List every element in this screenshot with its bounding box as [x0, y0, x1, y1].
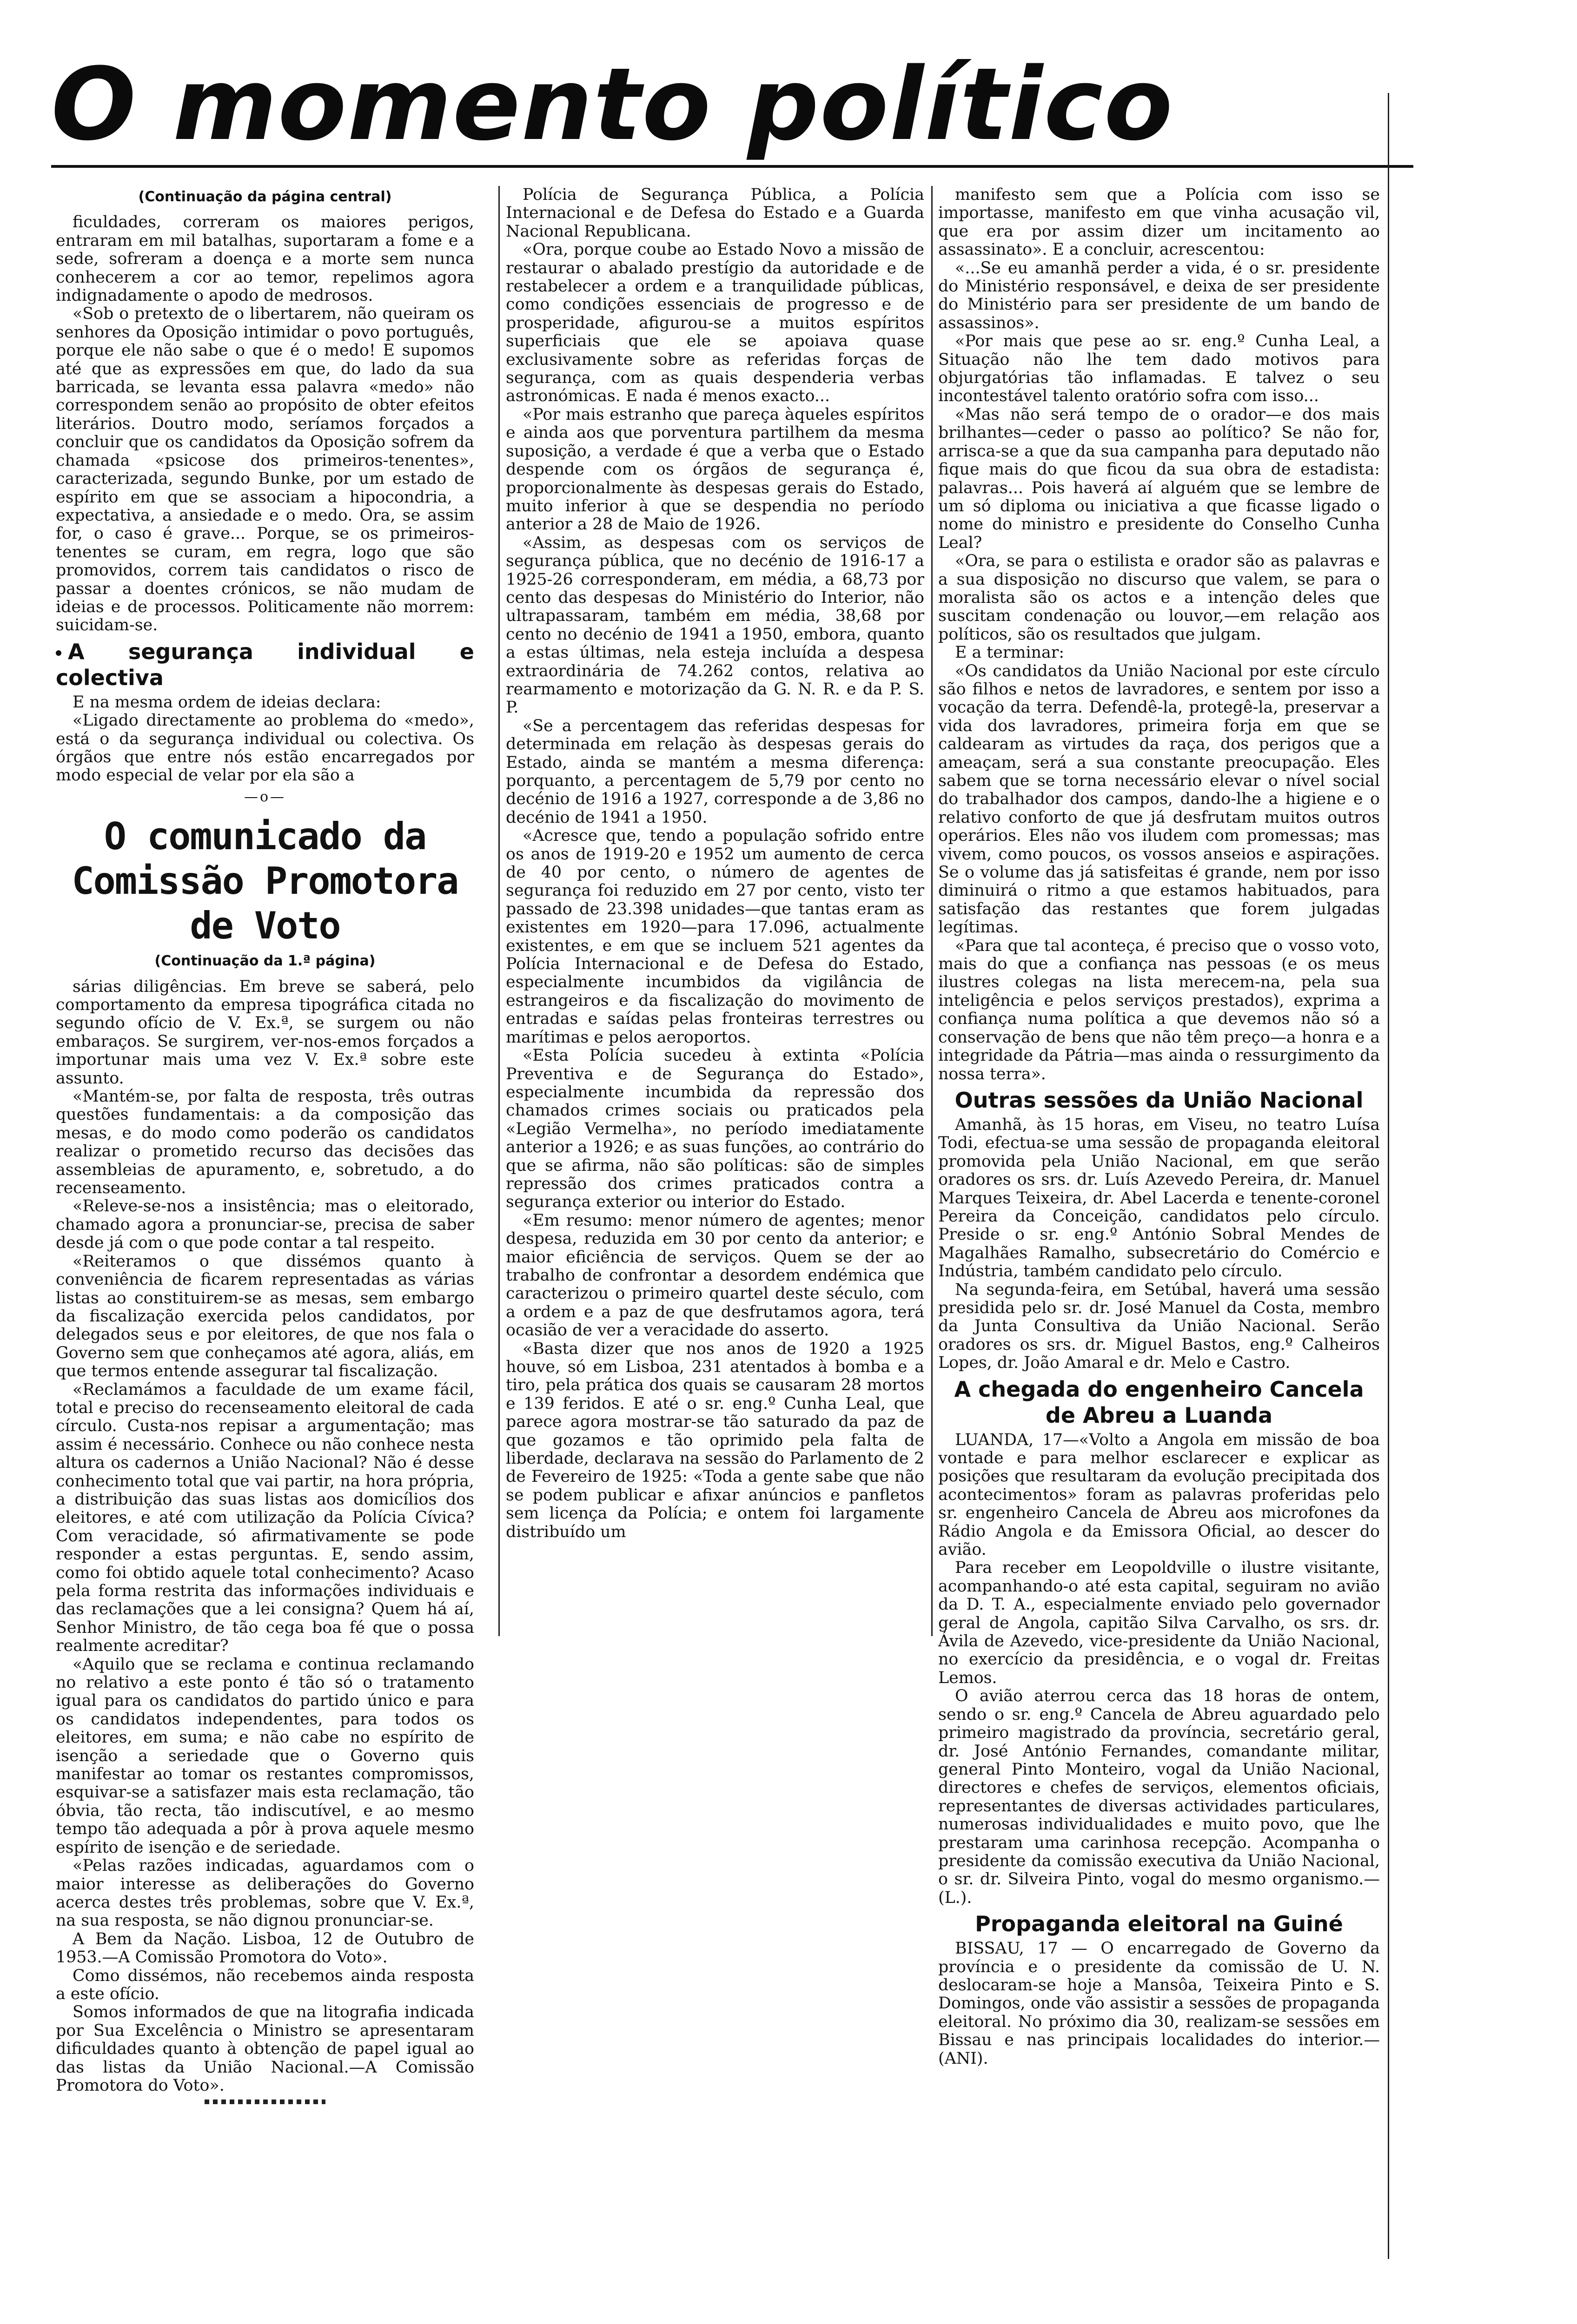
- column-1: [56, 186, 474, 2104]
- paragraph: «Ligado directamente ao problema do «medo», está o da segurança individual ou colectiva. Os órgãos que entre nós estão encarregados por modo especial de velar por ela são a: [56, 711, 474, 785]
- paragraph: «Mantém-se, por falta de resposta, três outras questões fundamentais: a da composição das mesas, e do modo como poderão os candidatos realizar o prometido recurso das decisões das assembleias de apuramento, e, sobretudo, a do recenseamento.: [56, 1087, 474, 1198]
- paragraph: E a terminar:: [955, 643, 1065, 662]
- paragraph: Na segunda-feira, em Setúbal, haverá uma sessão presidida pelo sr. dr. José Manuel da Costa, membro da Junta Consultiva da União Nacional. Serão oradores os srs. dr. Miguel Bastos, eng.º Calheiros Lopes, dr. João Amaral e dr. Melo e Castro.: [938, 1280, 1380, 1373]
- section-heading: A chegada do engenheiro Cancela de Abreu a Luanda: [954, 1376, 1364, 1428]
- column-2: [506, 186, 924, 1541]
- paragraph: Polícia de Segurança Pública, a Polícia Internacional e de Defesa do Estado e a Guarda Nacional Republicana.: [506, 185, 924, 241]
- paragraph: «Reclamámos a faculdade de um exame fácil, total e preciso do recenseamento eleitoral de cada círculo. Custa-nos repisar a argumentação; mas assim é necessário. Conhece ou não conhece nesta altura os cadernos a União Nacional? Não é desse conhecimento total que vai partir, na hora própria, a distribuição das suas listas aos domicílios dos eleitores, e até com utilização da Polícia Cívica? Com veracidade, só afirmativamente se pode responder a estas perguntas. E, sendo assim, como foi obtido aquele total conhecimento? Acaso pela forma restrita das informações individuais e das reclamações que a lei consigna? Quem há aí, Senhor Ministro, de tão cega boa fé que o possa realmente acreditar?: [56, 1380, 474, 1656]
- paragraph: «Aquilo que se reclama e continua reclamando no relativo a este ponto é tão só o tratamento igual para os candidatos do partido único e para os candidatos independentes, para todos os eleitores, em suma; e não cabe no espírito de isenção a seriedade que o Governo quis manifestar ao tomar os restantes compromissos, esquivar-se a satisfazer mais esta reclamação, tão óbvia, tão recta, tão indiscutível, e ao mesmo tempo tão adequada a pôr à prova aquele mesmo espírito de isenção e de seriedade.: [56, 1655, 474, 1857]
- end-mark: [205, 2100, 325, 2104]
- paragraph: «Os candidatos da União Nacional por este círculo são filhos e netos de lavradores, e sentem por isso a vocação da terra. Defendê-la, protegê-la, preservar a vida dos lavradores, primeira forja em que se caldearam as virtudes da raça, dos perigos que a ameaçam, será a sua constante preocupação. Eles sabem que se torna necessário elevar o nível social do trabalhador dos campos, dando-lhe a higiene e o relativo conforto de que já desfrutam muitos outros operários. Eles não vos iludem com promessas; mas vivem, como poucos, os vossos anseios e aspirações. Se o volume das já satisfeitas é grande, nem por isso diminuirá o ritmo a que estamos habituados, para satisfação das restantes que forem julgadas legítimas.: [938, 661, 1380, 937]
- paragraph: Como dissémos, não recebemos ainda resposta a este ofício.: [56, 1966, 474, 2003]
- masthead-rule: [51, 165, 1413, 168]
- section-heading: Outras sessões da União Nacional: [954, 1087, 1364, 1113]
- paragraph: «Pelas razões indicadas, aguardamos com o maior interesse as deliberações do Governo acerca destes três problemas, sobre que V. Ex.ª, na sua resposta, se não dignou pronunciar-se.: [56, 1856, 474, 1930]
- continuation-note: (Continuação da página central): [138, 189, 392, 205]
- paragraph: «Por mais que pese ao sr. eng.º Cunha Leal, a Situação não lhe tem dado motivos para objurgatórias tão inflamadas. E talvez o seu incontestável talento oratório sofra com isso...: [938, 332, 1380, 406]
- paragraph: «Para que tal aconteça, é preciso que o vosso voto, mais do que a confiança nas pessoas (e os meus ilustres colegas na lista merecem-na, pela sua inteligência e pelos serviços prestados), exprima a confiança numa política a que devemos não só a conservação de bens que não têm preço—a honra e a integridade da Pátria—mas ainda o ressurgimento da nossa terra».: [938, 936, 1380, 1083]
- paragraph: «Assim, as despesas com os serviços de segurança pública, que no decénio de 1916-17 a 1925-26 corresponderam, em média, a 68,73 por cento das despesas do Ministério do Interior, não ultrapassaram, também em média, 38,68 por cento no decénio de 1941 a 1950, embora, quanto a estas últimas, nela esteja incluída a despesa extraordinária de 74.262 contos, relativa ao rearmamento e motorização da G. N. R. e da P. S. P.: [506, 533, 924, 717]
- column-rule-3: [1388, 93, 1389, 2259]
- paragraph: sárias diligências. Em breve se saberá, pelo comportamento da empresa tipográfica citada no segundo ofício de V. Ex.ª, se surgem ou não embaraços. Se surgirem, ver-nos-emos forçados a importunar mais uma vez V. Ex.ª sobre este assunto.: [56, 977, 474, 1088]
- column-rule-1: [498, 186, 500, 1636]
- continuation-note: (Continuação da 1.ª página): [154, 953, 376, 970]
- paragraph: «Mas não será tempo de o orador—e dos mais brilhantes—ceder o passo ao político? Se não for, arrisca-se a que da sua campanha para deputado não fique mais do que ficou da sua obra de estadista: palavras... Pois haverá aí alguém que se lembre de um só diploma ou iniciativa a que ficasse ligado o nome do ministro e presidente do Conselho Cunha Leal?: [938, 405, 1380, 552]
- article-title: O comunicado da Comissão Promotora de Voto: [72, 815, 458, 948]
- paragraph: «...Se eu amanhã perder a vida, é o sr. presidente do Ministério responsável, e deixa de ser presidente do Ministério para ser presidente de um bando de assassinos».: [938, 258, 1380, 332]
- column-3: [938, 186, 1380, 2068]
- paragraph: Somos informados de que na litografia indicada por Sua Excelência o Ministro se apresentaram dificuldades quanto à obtenção de papel igual ao das listas da União Nacional.—A Comissão Promotora do Voto».: [56, 2003, 474, 2095]
- paragraph: «Reiteramos o que dissémos quanto à conveniência de ficarem representadas as várias listas ao constituirem-se as mesas, sem embargo da fiscalização exercida pelos candidatos, por delegados seus e por eleitores, de que nos fala o Governo sem que conheçamos até agora, aliás, em que termos entende assegurar tal fiscalização.: [56, 1252, 474, 1381]
- paragraph: BISSAU, 17 — O encarregado de Governo da província e o presidente da comissão de U. N. deslocaram-se hoje a Mansôa, Teixeira Pinto e S. Domingos, onde vão assistir a sessões de propaganda eleitoral. No próximo dia 30, realizam-se sessões em Bissau e nas principais localidades do interior.—(ANI).: [938, 1939, 1380, 2068]
- paragraph: ficuldades, correram os maiores perigos, entraram em mil batalhas, suportaram a fome e a sede, sofreram a doença e a morte sem nunca conhecerem a cor ao temor, repelimos agora indignadamente o apodo de medrosos.: [56, 213, 474, 305]
- section-heading-text: A segurança individual e colectiva: [56, 639, 474, 690]
- paragraph: «Esta Polícia sucedeu à extinta «Polícia Preventiva e de Segurança do Estado», especialmente incumbida da repressão dos chamados crimes sociais ou praticados pela «Legião Vermelha», no período imediatamente anterior a 1926; e as suas funções, ao contrário do que se afirma, não são políticas: são de simples repressão dos crimes praticados contra a segurança exterior ou interior do Estado.: [506, 1046, 924, 1212]
- paragraph: A Bem da Nação. Lisboa, 12 de Outubro de 1953.—A Comissão Promotora do Voto».: [56, 1929, 474, 1967]
- bullet-icon: [56, 650, 61, 656]
- paragraph: Amanhã, às 15 horas, em Viseu, no teatro Luísa Todi, efectua-se uma sessão de propaganda eleitoral promovida pela União Nacional, em que serão oradores os srs. dr. Luís Azevedo Pereira, dr. Manuel Marques Teixeira, dr. Abel Lacerda e tenente-coronel Pereira da Conceição, candidatos pelo círculo. Preside o sr. eng.º António Sobral Mendes de Magalhães Ramalho, subsecretário do Comércio e Indústria, também candidato pelo círculo.: [938, 1115, 1380, 1281]
- column-rule-2: [931, 186, 933, 1636]
- paragraph: Para receber em Leopoldville o ilustre visitante, acompanhando-o até esta capital, seguiram no avião da D. T. A., especialmente enviado pelo governador geral de Angola, capitão Silva Carvalho, os srs. dr. Ávila de Azevedo, vice-presidente da União Nacional, no exercício da presidência, e o vogal dr. Freitas Lemos.: [938, 1558, 1380, 1687]
- paragraph: «Por mais estranho que pareça àqueles espíritos e ainda aos que porventura partilhem da mesma suposição, a verdade é que a verba que o Estado despende com os órgãos de segurança é, proporcionalmente às despesas gerais do Estado, muito inferior à que se despendia no período anterior a 28 de Maio de 1926.: [506, 405, 924, 534]
- paragraph: «Em resumo: menor número de agentes; menor despesa, reduzida em 30 por cento da anterior; e maior eficiência de serviços. Quem se der ao trabalho de confrontar a desordem endémica que caracterizou o primeiro quartel deste século, com a ordem e a paz de que desfrutamos agora, terá ocasião de ver a veracidade do asserto.: [506, 1211, 924, 1340]
- paragraph: «Ora, porque coube ao Estado Novo a missão de restaurar o abalado prestígio da autoridade e de restabelecer a ordem e a tranquilidade públicas, como condições essenciais de progresso e de prosperidade, afigurou-se a muitos espíritos superficiais que ele se apoiava quase exclusivamente sobre as referidas forças de segurança, com as quais despenderia verbas astronómicas. E nada é menos exacto...: [506, 240, 924, 406]
- paragraph: O avião aterrou cerca das 18 horas de ontem, sendo o sr. eng.º Cancela de Abreu aguardado pelo primeiro magistrado da província, secretário geral, dr. José António Fernandes, comandante militar, general Pinto Monteiro, vogal da União Nacional, directores e chefes de serviços, elementos oficiais, representantes de diversas actividades particulares, numerosas individualidades e muito povo, que lhe prestaram uma carinhosa recepção. Acompanha o presidente da comissão executiva da União Nacional, o sr. dr. Silveira Pinto, vogal do mesmo organismo.—(L.).: [938, 1687, 1380, 1907]
- paragraph: «Se a percentagem das referidas despesas for determinada em relação às despesas gerais do Estado, ainda se mantém a mesma diferença: porquanto, a percentagem de 5,79 por cento no decénio de 1916 a 1927, corresponde a de 3,86 no decénio de 1941 a 1950.: [506, 716, 924, 827]
- section-heading: [56, 639, 474, 691]
- paragraph: LUANDA, 17—«Volto a Angola em missão de boa vontade e para melhor esclarecer e explicar as posições que resultaram da evolução precipitada dos acontecimentos» foram as palavras proferidas pelo sr. engenheiro Cancela de Abreu aos microfones da Rádio Angola e da Emissora Oficial, ao descer do avião.: [938, 1430, 1380, 1559]
- paragraph: «Basta dizer que nos anos de 1920 a 1925 houve, só em Lisboa, 231 atentados à bomba e a tiro, pela prática dos quais se causaram 28 mortos e 139 feridos. E até o sr. eng.º Cunha Leal, que parece agora mostrar-se tão saturado da paz de que gozamos e tão oprimido pela falta de liberdade, declarava na sessão do Parlamento de 2 de Fevereiro de 1925: «Toda a gente sabe que não se podem publicar e afixar anúncios e panfletos sem licença da Polícia; e ontem foi largamente distribuído um: [506, 1339, 924, 1541]
- separator: —o—: [244, 788, 286, 805]
- paragraph: «Acresce que, tendo a população sofrido entre os anos de 1919-20 e 1952 um aumento de cerca de 40 por cento, o número de agentes de segurança foi reduzido em 27 por cento, visto ter passado de 23.398 unidades—que tantas eram as existentes em 1920—para 17.096, actualmente existentes, e em que se incluem 521 agentes da Polícia Internacional e de Defesa do Estado, especialmente incumbidos da vigilância de estrangeiros e da fiscalização do movimento de entradas e saídas pelas fronteiras terrestres ou marítimas e pelos aeroportos.: [506, 826, 924, 1047]
- masthead-title: O momento político: [51, 46, 1174, 163]
- paragraph: «Ora, se para o estilista e orador são as palavras e a sua disposição no discurso que valem, se para o moralista são os actos e a intenção deles que suscitam condenação ou louvor,—em relação aos políticos, são os resultados que julgam.: [938, 552, 1380, 644]
- paragraph: manifesto sem que a Polícia com isso se importasse, manifesto em que vinha acusação vil, que era por assim dizer um incitamento ao assassinato». E a concluir, acrescentou:: [938, 185, 1380, 259]
- section-heading: Propaganda eleitoral na Guiné: [975, 1911, 1343, 1937]
- paragraph: «Releve-se-nos a insistência; mas o eleitorado, chamado agora a pronunciar-se, precisa de saber desde já com o que pode contar a tal respeito.: [56, 1197, 474, 1253]
- paragraph: «Sob o pretexto de o libertarem, não queiram os senhores da Oposição intimidar o povo português, porque ele não sabe o que é o medo! E supomos até que as expressões em que, do lado da sua barricada, se levanta essa palavra «medo» não correspondem senão ao propósito de obter efeitos literários. Doutro modo, seríamos forçados a concluir que os candidatos da Oposição sofrem da chamada «psicose dos primeiros-tenentes», caracterizada, segundo Bunke, por um estado de espírito em que se associam a hipocondria, a expectativa, a ansiedade e o medo. Ora, se assim for, o caso é grave... Porque, se os primeiros-tenentes se curam, em regra, logo que são promovidos, correm tais candidatos o risco de passar a doentes crónicos, se não mudam de ideias e de processos. Politicamente não morrem: suicidam-se.: [56, 304, 474, 635]
- paragraph: E na mesma ordem de ideias declara:: [73, 693, 381, 712]
